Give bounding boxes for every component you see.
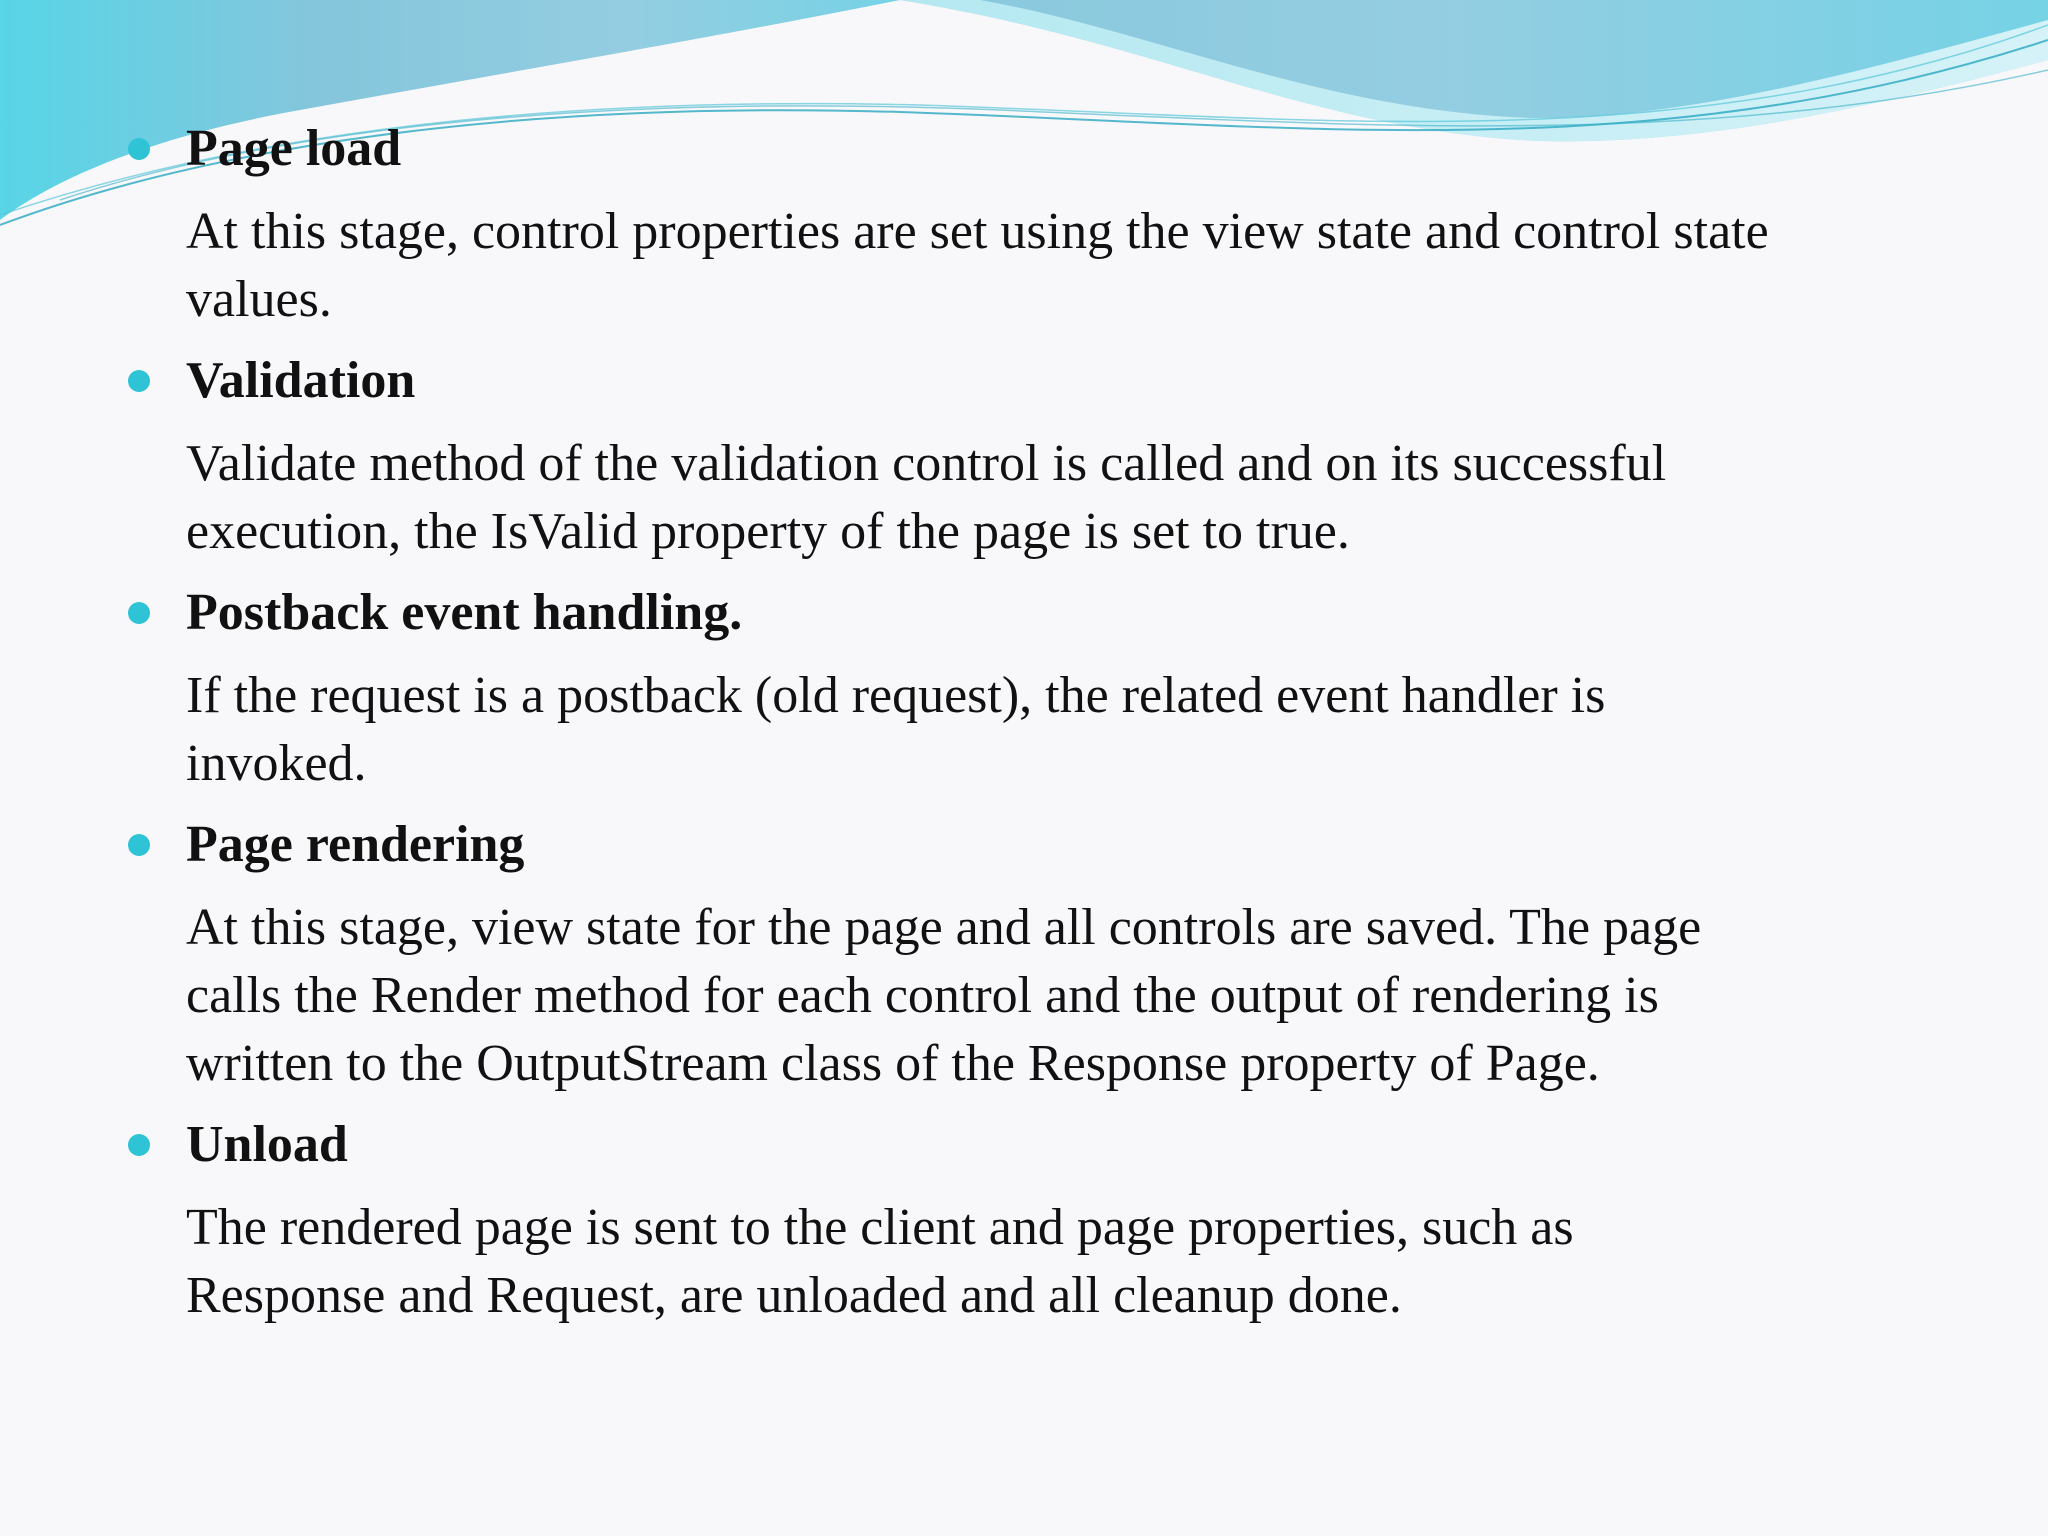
bullet-icon (128, 370, 150, 392)
body-line: values. (186, 271, 332, 328)
item-heading-unload: Unload (186, 1116, 348, 1173)
bullet-icon (128, 1134, 150, 1156)
item-body-validation (186, 430, 1946, 566)
item-heading-page-load: Page load (186, 120, 402, 177)
body-line: execution, the IsValid property of the page is set to true. (186, 503, 1350, 560)
item-heading-page-rendering: Page rendering (186, 816, 525, 873)
body-line: At this stage, view state for the page and all controls are saved. The page (186, 899, 1702, 956)
body-line: calls the Render method for each control and the output of rendering is (186, 967, 1659, 1024)
body-line: Response and Request, are unloaded and all cleanup done. (186, 1267, 1402, 1324)
item-body-postback-event-handling (186, 662, 1946, 798)
item-heading-validation: Validation (186, 352, 416, 409)
item-body-page-rendering (186, 894, 1946, 1098)
body-line: Validate method of the validation control is called and on its successful (186, 435, 1667, 492)
bullet-icon (128, 138, 150, 160)
body-line: written to the OutputStream class of the Response property of Page. (186, 1035, 1600, 1092)
body-line: If the request is a postback (old request), the related event handler is (186, 667, 1606, 724)
body-line: invoked. (186, 735, 367, 792)
item-body-unload (186, 1194, 1946, 1330)
bullet-icon (128, 834, 150, 856)
item-heading-postback-event-handling: Postback event handling. (186, 584, 743, 641)
bullet-icon (128, 602, 150, 624)
item-body-page-load (186, 198, 1946, 334)
body-line: The rendered page is sent to the client and page properties, such as (186, 1199, 1574, 1256)
body-line: At this stage, control properties are set using the view state and control state (186, 203, 1769, 260)
